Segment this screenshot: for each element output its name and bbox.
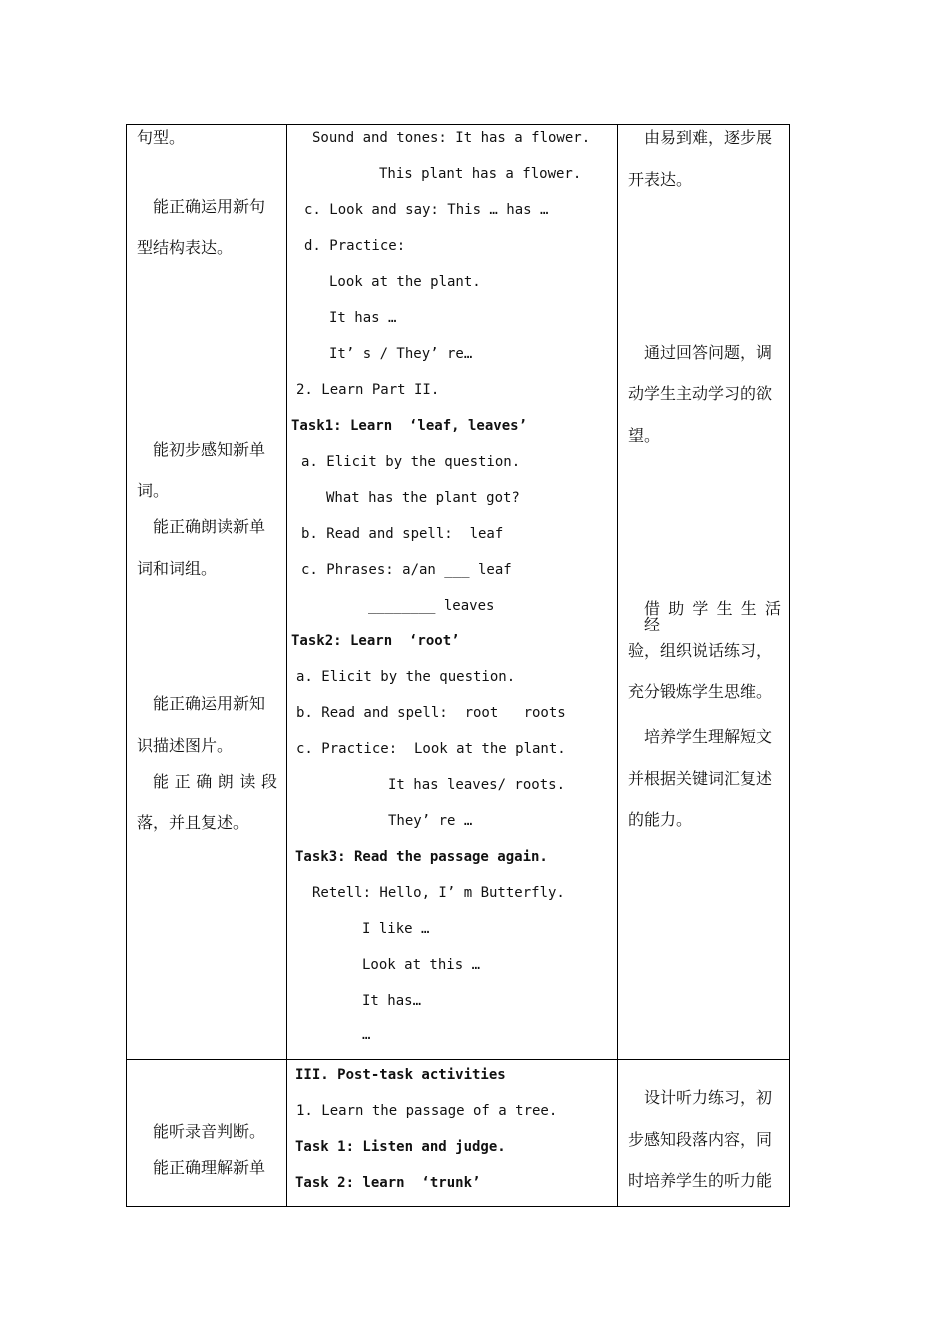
procedure-line: They’ re … xyxy=(388,813,473,829)
purpose-line: 步感知段落内容，同 xyxy=(628,1130,773,1149)
procedure-line: Sound and tones: It has a flower. xyxy=(312,130,591,146)
procedure-line: It’ s / They’ re… xyxy=(329,346,473,362)
procedure-line: c. Practice: Look at the plant. xyxy=(296,741,566,757)
purpose-line: 设计听力练习，初 xyxy=(644,1088,773,1107)
column-divider-1 xyxy=(286,124,287,1207)
objective-line: 句型。 xyxy=(137,128,186,147)
procedure-line: d. Practice: xyxy=(304,238,406,254)
purpose-line: 由易到难，逐步展 xyxy=(644,128,773,147)
column-divider-2 xyxy=(617,124,618,1207)
procedure-line: c. Phrases: a/an ___ leaf xyxy=(301,562,512,578)
procedure-line: c. Look and say: This … has … xyxy=(304,202,549,218)
procedure-line: This plant has a flower. xyxy=(379,166,582,182)
procedure-line: … xyxy=(362,1027,371,1043)
procedure-line: It has leaves/ roots. xyxy=(388,777,566,793)
objective-line: 能初步感知新单 xyxy=(153,440,266,459)
procedure-line: I like … xyxy=(362,921,430,937)
objective-line: 落，并且复述。 xyxy=(137,813,250,832)
objective-line: 能正确朗读新单 xyxy=(153,517,266,536)
task-heading: Task1: Learn ‘leaf, leaves’ xyxy=(291,418,528,434)
procedure-line: Look at this … xyxy=(362,957,481,973)
objective-line: 词。 xyxy=(137,481,170,500)
task-heading: Task2: Learn ‘root’ xyxy=(291,633,460,649)
objective-line: 能正确运用新知 xyxy=(153,694,266,713)
purpose-line: 验，组织说话练习， xyxy=(628,641,773,660)
objective-line: 能正确理解新单 xyxy=(153,1158,266,1177)
purpose-line: 开表达。 xyxy=(628,170,693,189)
objective-line: 能 正 确 朗 读 段 xyxy=(153,772,277,791)
purpose-line: 并根据关键词汇复述 xyxy=(628,769,773,788)
section-heading: III. Post-task activities xyxy=(295,1067,506,1083)
objective-line: 词和词组。 xyxy=(137,559,218,578)
procedure-line: ________ leaves xyxy=(368,598,495,614)
row-divider xyxy=(126,1059,790,1060)
table-border-top xyxy=(126,124,790,125)
procedure-line: It has… xyxy=(362,993,422,1009)
procedure-line: 2. Learn Part II. xyxy=(296,382,440,398)
table-border-bottom xyxy=(126,1206,790,1207)
procedure-line: 1. Learn the passage of a tree. xyxy=(296,1103,558,1119)
procedure-line: It has … xyxy=(329,310,397,326)
table-border-left xyxy=(126,124,127,1207)
task-heading: Task 1: Listen and judge. xyxy=(295,1139,506,1155)
procedure-line: Retell: Hello, I’ m Butterfly. xyxy=(312,885,565,901)
purpose-line: 充分锻炼学生思维。 xyxy=(628,682,773,701)
purpose-line: 的能力。 xyxy=(628,810,693,829)
purpose-line: 培养学生理解短文 xyxy=(644,727,773,746)
task-heading: Task 2: learn ‘trunk’ xyxy=(295,1175,481,1191)
task-heading: Task3: Read the passage again. xyxy=(295,849,548,865)
purpose-line: 动学生主动学习的欲 xyxy=(628,384,773,403)
procedure-line: b. Read and spell: root roots xyxy=(296,705,566,721)
procedure-line: a. Elicit by the question. xyxy=(296,669,516,685)
procedure-line: What has the plant got? xyxy=(326,490,520,506)
objective-line: 能听录音判断。 xyxy=(153,1122,266,1141)
table-border-right xyxy=(789,124,790,1207)
procedure-line: a. Elicit by the question. xyxy=(301,454,521,470)
procedure-line: b. Read and spell: leaf xyxy=(301,526,504,542)
purpose-line: 望。 xyxy=(628,426,661,445)
purpose-line: 时培养学生的听力能 xyxy=(628,1171,773,1190)
objective-line: 识描述图片。 xyxy=(137,736,234,755)
purpose-line: 通过回答问题，调 xyxy=(644,343,773,362)
procedure-line: Look at the plant. xyxy=(329,274,481,290)
objective-line: 型结构表达。 xyxy=(137,238,234,257)
purpose-line: 借 助 学 生 生 活 经 xyxy=(644,599,781,634)
objective-line: 能正确运用新句 xyxy=(153,197,266,216)
